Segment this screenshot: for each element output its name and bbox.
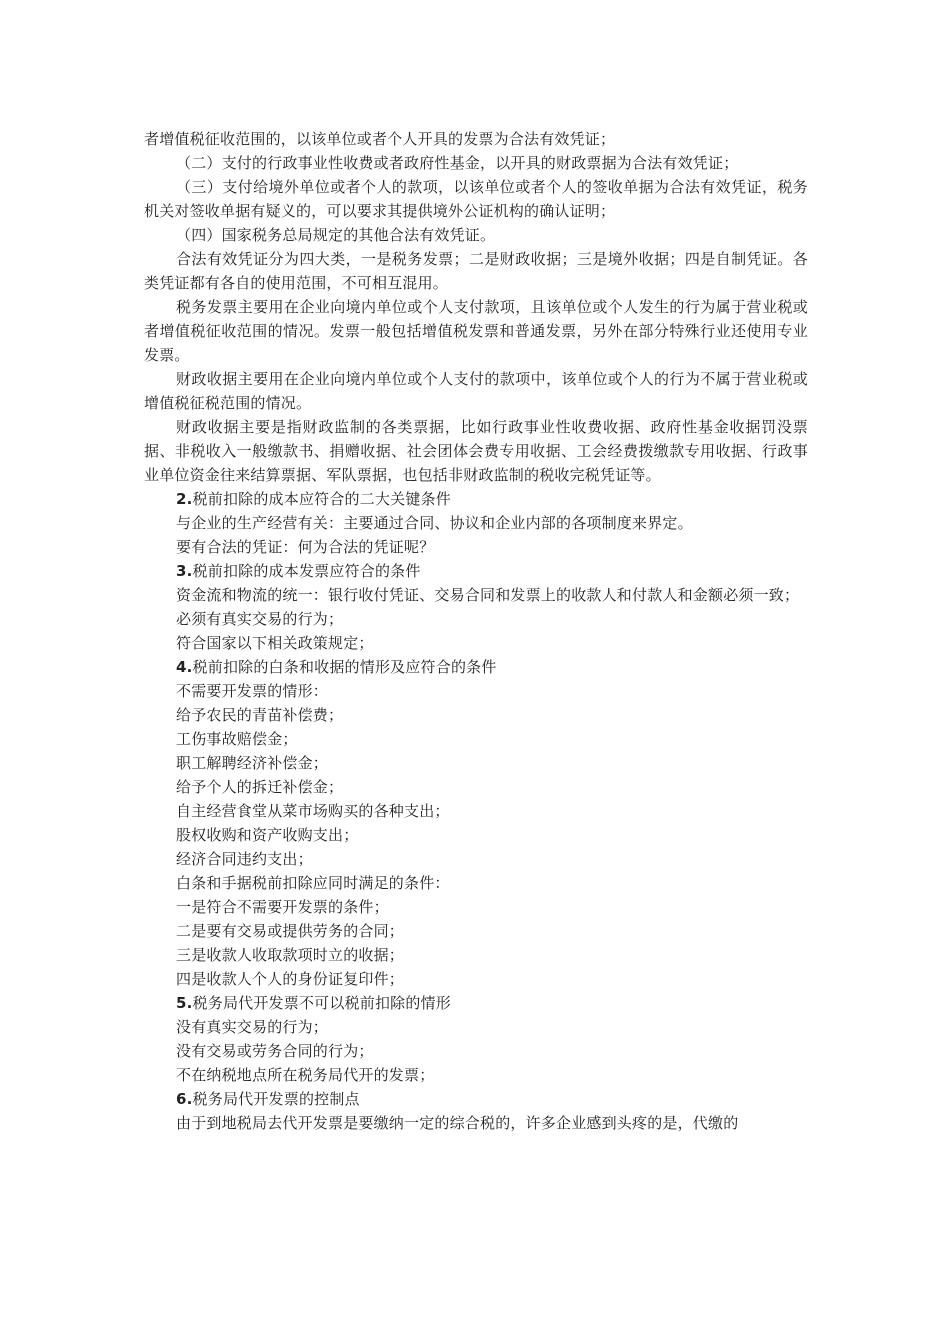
section-title: 税前扣除的白条和收据的情形及应符合的条件 — [192, 658, 497, 676]
section-line: 三是收款人收取款项时立的收据； — [176, 946, 405, 964]
paragraph: （三）支付给境外单位或者个人的款项，以该单位或者个人的签收单据为合法有效凭证，税务机关对签收单据有疑义的，可以要求其提供境外公证机构的确认证明； — [144, 178, 808, 220]
section-line: 经济合同违约支出； — [176, 850, 313, 868]
section-heading — [144, 991, 808, 1015]
section-line: 职工解聘经济补偿金； — [176, 754, 329, 772]
section-line: 没有真实交易的行为； — [176, 1018, 329, 1036]
section-line: 工伤事故赔偿金； — [176, 730, 298, 748]
section-heading — [144, 559, 808, 583]
section-number: 4. — [176, 658, 193, 676]
section-heading — [144, 487, 808, 511]
section-line: 给予农民的青苗补偿费； — [176, 706, 344, 724]
section-line: 要有合法的凭证：何为合法的凭证呢？ — [176, 538, 435, 556]
paragraph: 财政收据主要是指财政监制的各类票据，比如行政事业性收费收据、政府性基金收据罚没票据、非税收入一般缴款书、捐赠收据、社会团体会费专用收据、工会经费拨缴款专用收据、行政事业单位资金往来结算票据、军队票据，也包括非财政监制的税收完税凭证等。 — [144, 418, 808, 484]
paragraph: 合法有效凭证分为四大类，一是税务发票；二是财政收据；三是境外收据；四是自制凭证。各类凭证都有各自的使用范围，不可相互混用。 — [144, 250, 808, 292]
section-line: 一是符合不需要开发票的条件； — [176, 898, 389, 916]
section-line: 必须有真实交易的行为； — [176, 610, 344, 628]
section-line: 由于到地税局去代开发票是要缴纳一定的综合税的，许多企业感到头疼的是，代缴的 — [176, 1114, 739, 1132]
section-line: 资金流和物流的统一：银行收付凭证、交易合同和发票上的收款人和付款人和金额必须一致； — [176, 586, 800, 604]
section-heading — [144, 1087, 808, 1111]
section-line: 与企业的生产经营有关：主要通过合同、协议和企业内部的各项制度来界定。 — [176, 514, 693, 532]
paragraph: （二）支付的行政事业性收费或者政府性基金，以开具的财政票据为合法有效凭证； — [176, 154, 739, 172]
section-title: 税务局代开发票的控制点 — [192, 1090, 360, 1108]
document-body — [144, 127, 808, 1135]
section-line: 自主经营食堂从菜市场购买的各种支出； — [176, 802, 450, 820]
section-title: 税务局代开发票不可以税前扣除的情形 — [192, 994, 451, 1012]
section-number: 6. — [176, 1090, 193, 1108]
section-line: 没有交易或劳务合同的行为； — [176, 1042, 374, 1060]
section-line: 四是收款人个人的身份证复印件； — [176, 970, 405, 988]
section-number: 2. — [176, 490, 193, 508]
paragraph: （四）国家税务总局规定的其他合法有效凭证。 — [176, 226, 496, 244]
section-heading — [144, 655, 808, 679]
section-title: 税前扣除的成本应符合的二大关键条件 — [192, 490, 451, 508]
section-number: 5. — [176, 994, 193, 1012]
section-line: 白条和手据税前扣除应同时满足的条件： — [176, 874, 450, 892]
section-title: 税前扣除的成本发票应符合的条件 — [192, 562, 421, 580]
section-line: 不需要开发票的情形： — [176, 682, 329, 700]
section-line: 符合国家以下相关政策规定； — [176, 634, 374, 652]
paragraph: 税务发票主要用在企业向境内单位或个人支付款项，且该单位或个人发生的行为属于营业税或者增值税征收范围的情况。发票一般包括增值税发票和普通发票，另外在部分特殊行业还使用专业发票。 — [144, 298, 808, 364]
paragraph: 者增值税征收范围的，以该单位或者个人开具的发票为合法有效凭证； — [144, 130, 616, 148]
section-number: 3. — [176, 562, 193, 580]
section-line: 二是要有交易或提供劳务的合同； — [176, 922, 405, 940]
section-line: 股权收购和资产收购支出； — [176, 826, 359, 844]
section-line: 不在纳税地点所在税务局代开的发票； — [176, 1066, 435, 1084]
section-line: 给予个人的拆迁补偿金； — [176, 778, 344, 796]
paragraph: 财政收据主要用在企业向境内单位或个人支付的款项中，该单位或个人的行为不属于营业税或增值税征税范围的情况。 — [144, 370, 808, 412]
